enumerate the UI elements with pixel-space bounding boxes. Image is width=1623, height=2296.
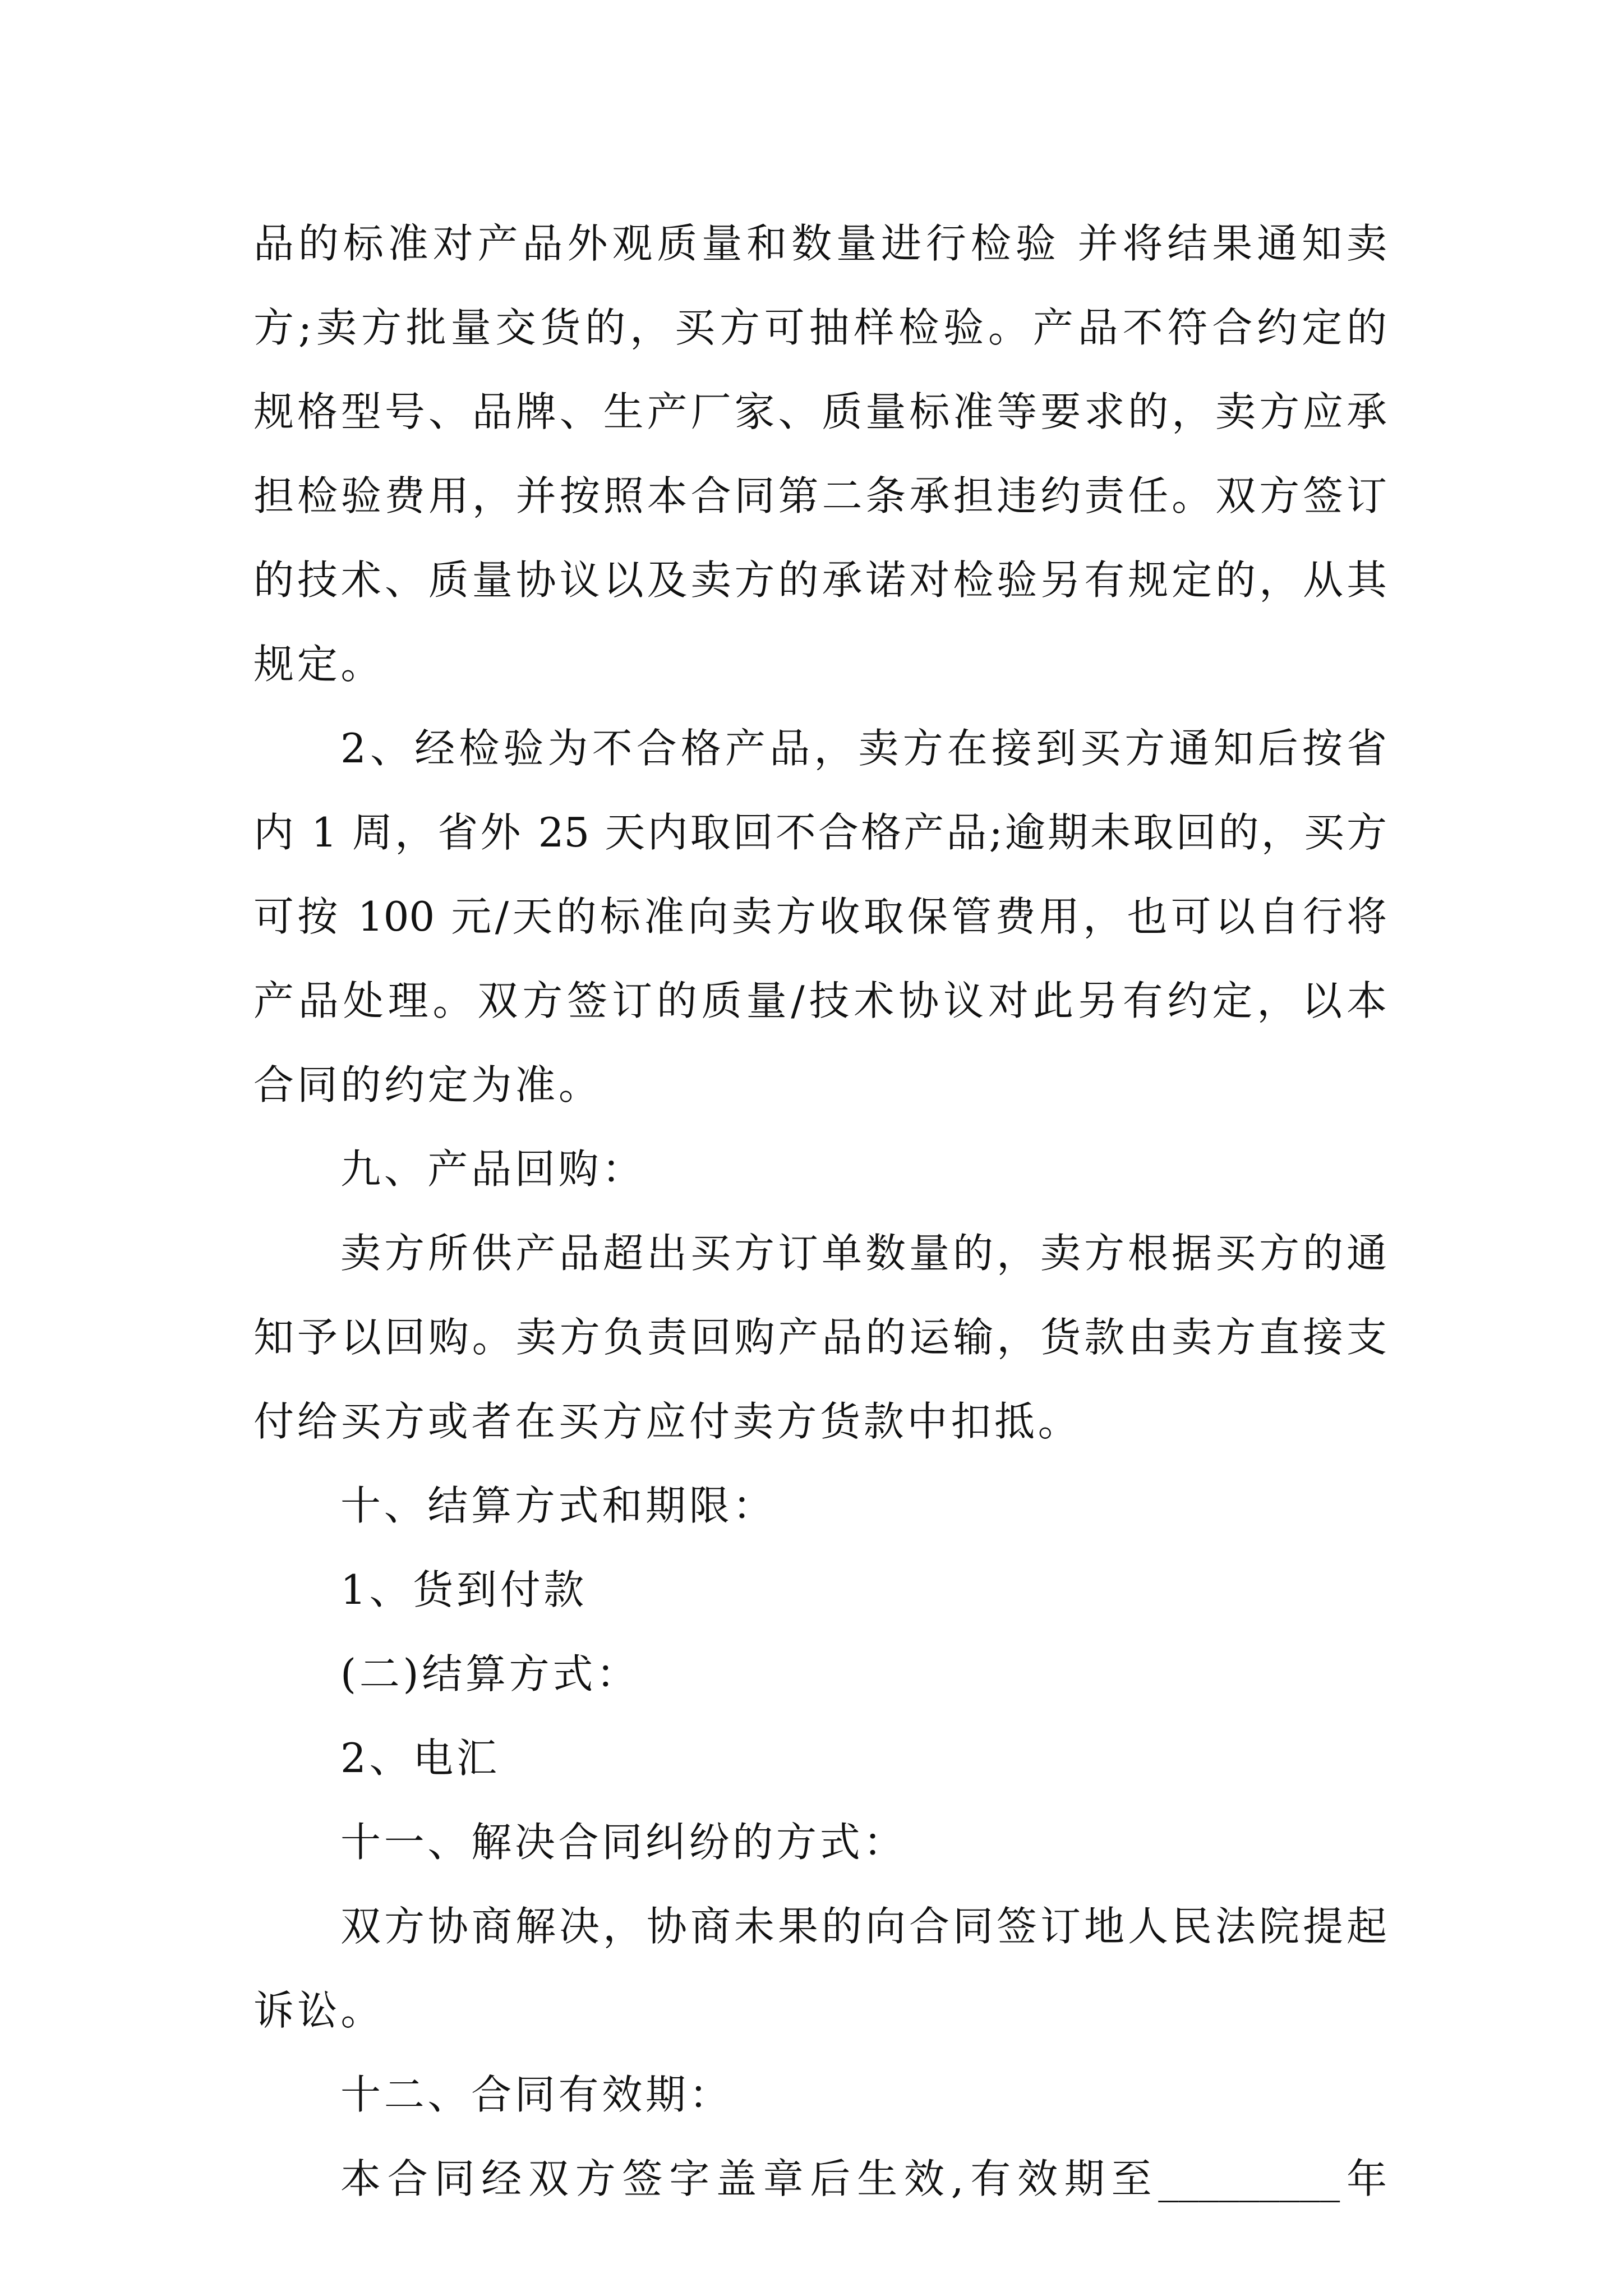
text-line: 产品处理。双方签订的质量/技术协议对此另有约定，以本	[253, 977, 1387, 1024]
text-line: 2、电汇	[340, 1734, 500, 1782]
paragraph	[253, 2137, 1387, 2221]
document-body	[253, 201, 1387, 2221]
list-item	[253, 1716, 1387, 1800]
text-line: 1、货到付款	[340, 1566, 588, 1613]
text-line: 本合同经双方签字盖章后生效,有效期至_________年	[340, 2155, 1387, 2202]
text-line: 诉讼。	[253, 1987, 385, 2034]
section-heading	[253, 1464, 1387, 1548]
section-heading	[253, 1127, 1387, 1211]
paragraph	[253, 1884, 1387, 2053]
text-line: 规定。	[253, 641, 385, 688]
text-line: 可按 100 元/天的标准向卖方收取保管费用，也可以自行将	[253, 893, 1387, 940]
text-line: 品的标准对产品外观质量和数量进行检验 并将结果通知卖	[253, 220, 1387, 267]
paragraph	[253, 201, 1387, 706]
text-line: 的技术、质量协议以及卖方的承诺对检验另有规定的，从其	[253, 556, 1387, 604]
paragraph	[253, 706, 1387, 1127]
text-line: 合同的约定为准。	[253, 1061, 602, 1108]
section-heading-text: 九、产品回购：	[340, 1145, 645, 1193]
section-heading-text: 十二、合同有效期：	[340, 2071, 733, 2118]
section-heading	[253, 1800, 1387, 1884]
text-line: 卖方所供产品超出买方订单数量的，卖方根据买方的通	[340, 1230, 1387, 1277]
text-line: 2、经检验为不合格产品，卖方在接到买方通知后按省	[340, 725, 1387, 772]
text-line: (二)结算方式：	[340, 1650, 640, 1697]
section-heading-text: 十、结算方式和期限：	[340, 1482, 777, 1529]
text-line: 双方协商解决，协商未果的向合同签订地人民法院提起	[340, 1903, 1387, 1950]
section-heading	[253, 2053, 1387, 2137]
text-line: 内 1 周，省外 25 天内取回不合格产品;逾期未取回的，买方	[253, 809, 1387, 856]
sub-heading	[253, 1632, 1387, 1716]
text-line: 担检验费用，并按照本合同第二条承担违约责任。双方签订	[253, 472, 1387, 519]
text-line: 方;卖方批量交货的，买方可抽样检验。产品不符合约定的	[253, 304, 1387, 351]
paragraph	[253, 1211, 1387, 1464]
section-heading-text: 十一、解决合同纠纷的方式：	[340, 1819, 907, 1866]
text-line: 规格型号、品牌、生产厂家、质量标准等要求的，卖方应承	[253, 388, 1387, 435]
text-line: 付给买方或者在买方应付卖方货款中扣抵。	[253, 1398, 1082, 1445]
text-line: 知予以回购。卖方负责回购产品的运输，货款由卖方直接支	[253, 1314, 1387, 1361]
list-item	[253, 1548, 1387, 1632]
